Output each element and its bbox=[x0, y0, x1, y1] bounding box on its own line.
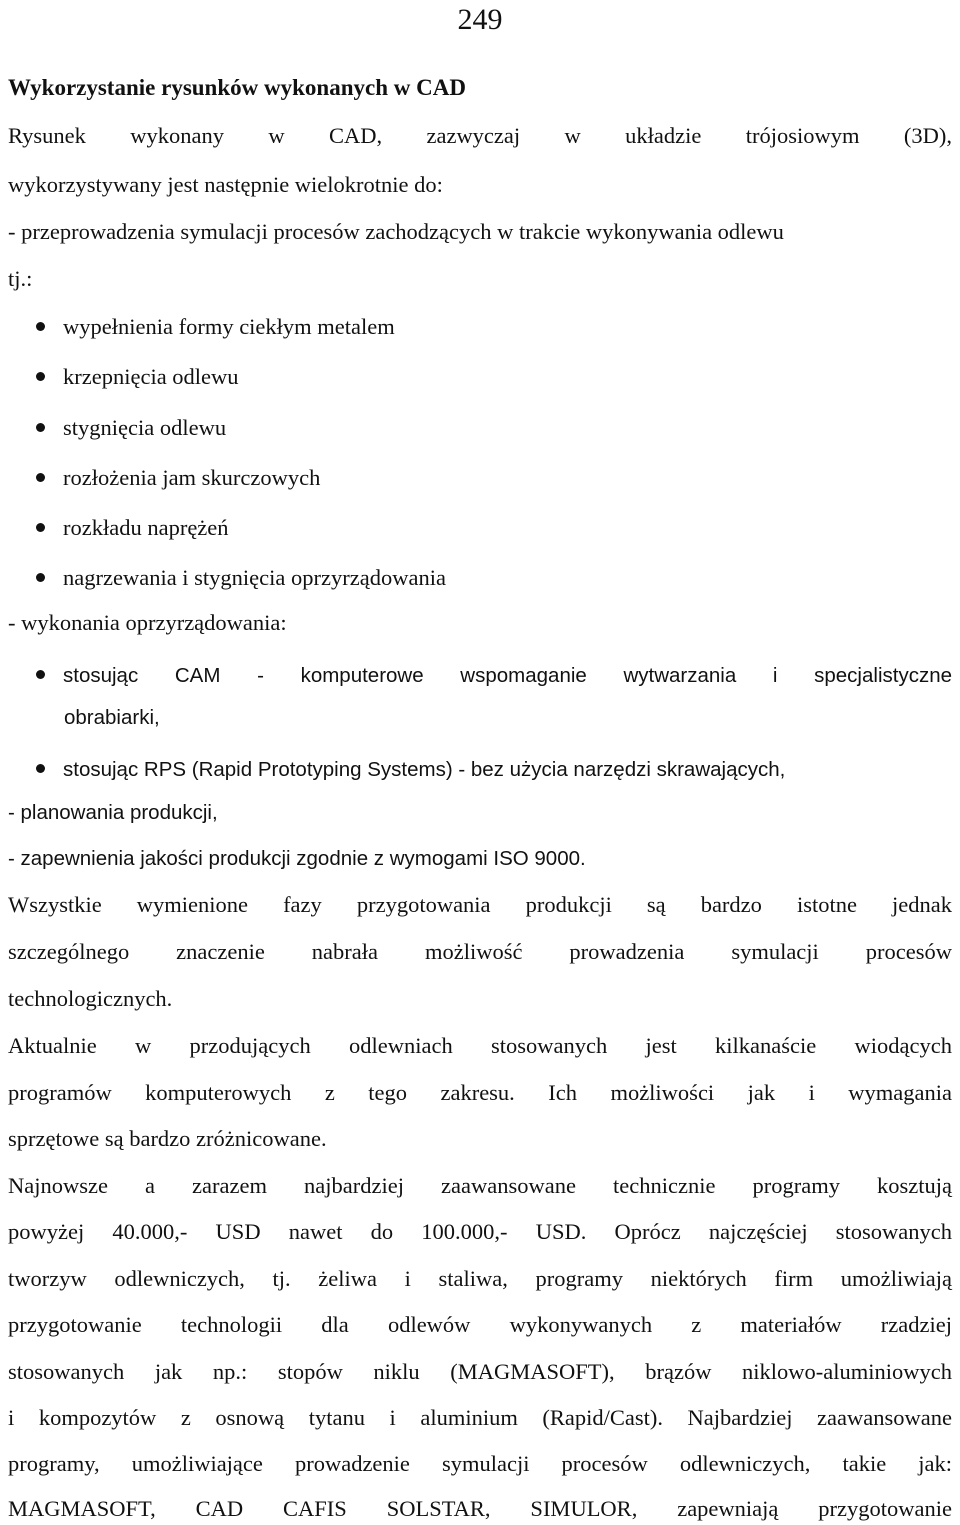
other-item: - zapewnienia jakości produkcji zgodnie z wymogami ISO 9000. bbox=[8, 847, 586, 870]
paragraph-line: powyżej 40.000,- USD nawet do 100.000,- USD. Oprócz najczęściej stosowanych bbox=[8, 1219, 952, 1244]
simulation-lead-line-1: - przeprowadzenia symulacji procesów zachodzących w trakcie wykonywania odlewu bbox=[8, 219, 784, 244]
list-item: stosując RPS (Rapid Prototyping Systems) - bez użycia narzędzi skrawających, bbox=[36, 755, 952, 785]
bullet-icon bbox=[36, 764, 45, 773]
tooling-lead: - wykonania oprzyrządowania: bbox=[8, 610, 287, 635]
simulation-lead-line-2: tj.: bbox=[8, 266, 33, 291]
page-number: 249 bbox=[457, 3, 503, 36]
paragraph-line: sprzętowe są bardzo zróżnicowane. bbox=[8, 1126, 327, 1151]
paragraph-line: programów komputerowych z tego zakresu. Ich możliwości jak i wymagania bbox=[8, 1080, 952, 1105]
bullet-icon bbox=[36, 423, 45, 432]
paragraph-line: stosowanych jak np.: stopów niklu (MAGMASOFT), brązów niklowo-aluminiowych bbox=[8, 1359, 952, 1384]
list-item: wypełnienia formy ciekłym metalem bbox=[36, 312, 952, 342]
paragraph-line: Aktualnie w przodujących odlewniach stosowanych jest kilkanaście wiodących bbox=[8, 1033, 952, 1058]
list-item-continuation: obrabiarki, bbox=[64, 706, 160, 729]
section-heading: Wykorzystanie rysunków wykonanych w CAD bbox=[8, 75, 466, 100]
paragraph-line: Najnowsze a zarazem najbardziej zaawansowane technicznie programy kosztują bbox=[8, 1173, 952, 1198]
paragraph-line: szczególnego znaczenie nabrała możliwość prowadzenia symulacji procesów bbox=[8, 939, 952, 964]
paragraph-line: tworzyw odlewniczych, tj. żeliwa i staliwa, programy niektórych firm umożliwiają bbox=[8, 1266, 952, 1291]
bullet-icon bbox=[36, 670, 45, 679]
bullet-icon bbox=[36, 473, 45, 482]
intro-line-2: wykorzystywany jest następnie wielokrotnie do: bbox=[8, 172, 443, 197]
paragraph-line: i kompozytów z osnową tytanu i aluminium (Rapid/Cast). Najbardziej zaawansowane bbox=[8, 1405, 952, 1430]
list-item: rozkładu naprężeń bbox=[36, 513, 952, 543]
paragraph-line: technologicznych. bbox=[8, 986, 173, 1011]
paragraph-line: MAGMASOFT, CAD CAFIS SOLSTAR, SIMULOR, zapewniają przygotowanie bbox=[8, 1496, 952, 1521]
list-item: stygnięcia odlewu bbox=[36, 413, 952, 443]
bullet-icon bbox=[36, 322, 45, 331]
list-item: rozłożenia jam skurczowych bbox=[36, 463, 952, 493]
list-item: stosując CAM - komputerowe wspomaganie wytwarzania i specjalistyczne bbox=[36, 661, 952, 691]
intro-line-1: Rysunek wykonany w CAD, zazwyczaj w układzie trójosiowym (3D), bbox=[8, 123, 952, 148]
other-item: - planowania produkcji, bbox=[8, 801, 218, 824]
paragraph-line: programy, umożliwiające prowadzenie symulacji procesów odlewniczych, takie jak: bbox=[8, 1451, 952, 1476]
bullet-icon bbox=[36, 372, 45, 381]
list-item: krzepnięcia odlewu bbox=[36, 362, 952, 392]
list-item: nagrzewania i stygnięcia oprzyrządowania bbox=[36, 563, 952, 593]
bullet-icon bbox=[36, 573, 45, 582]
paragraph-line: Wszystkie wymienione fazy przygotowania produkcji są bardzo istotne jednak bbox=[8, 892, 952, 917]
bullet-icon bbox=[36, 523, 45, 532]
paragraph-line: przygotowanie technologii dla odlewów wykonywanych z materiałów rzadziej bbox=[8, 1312, 952, 1337]
